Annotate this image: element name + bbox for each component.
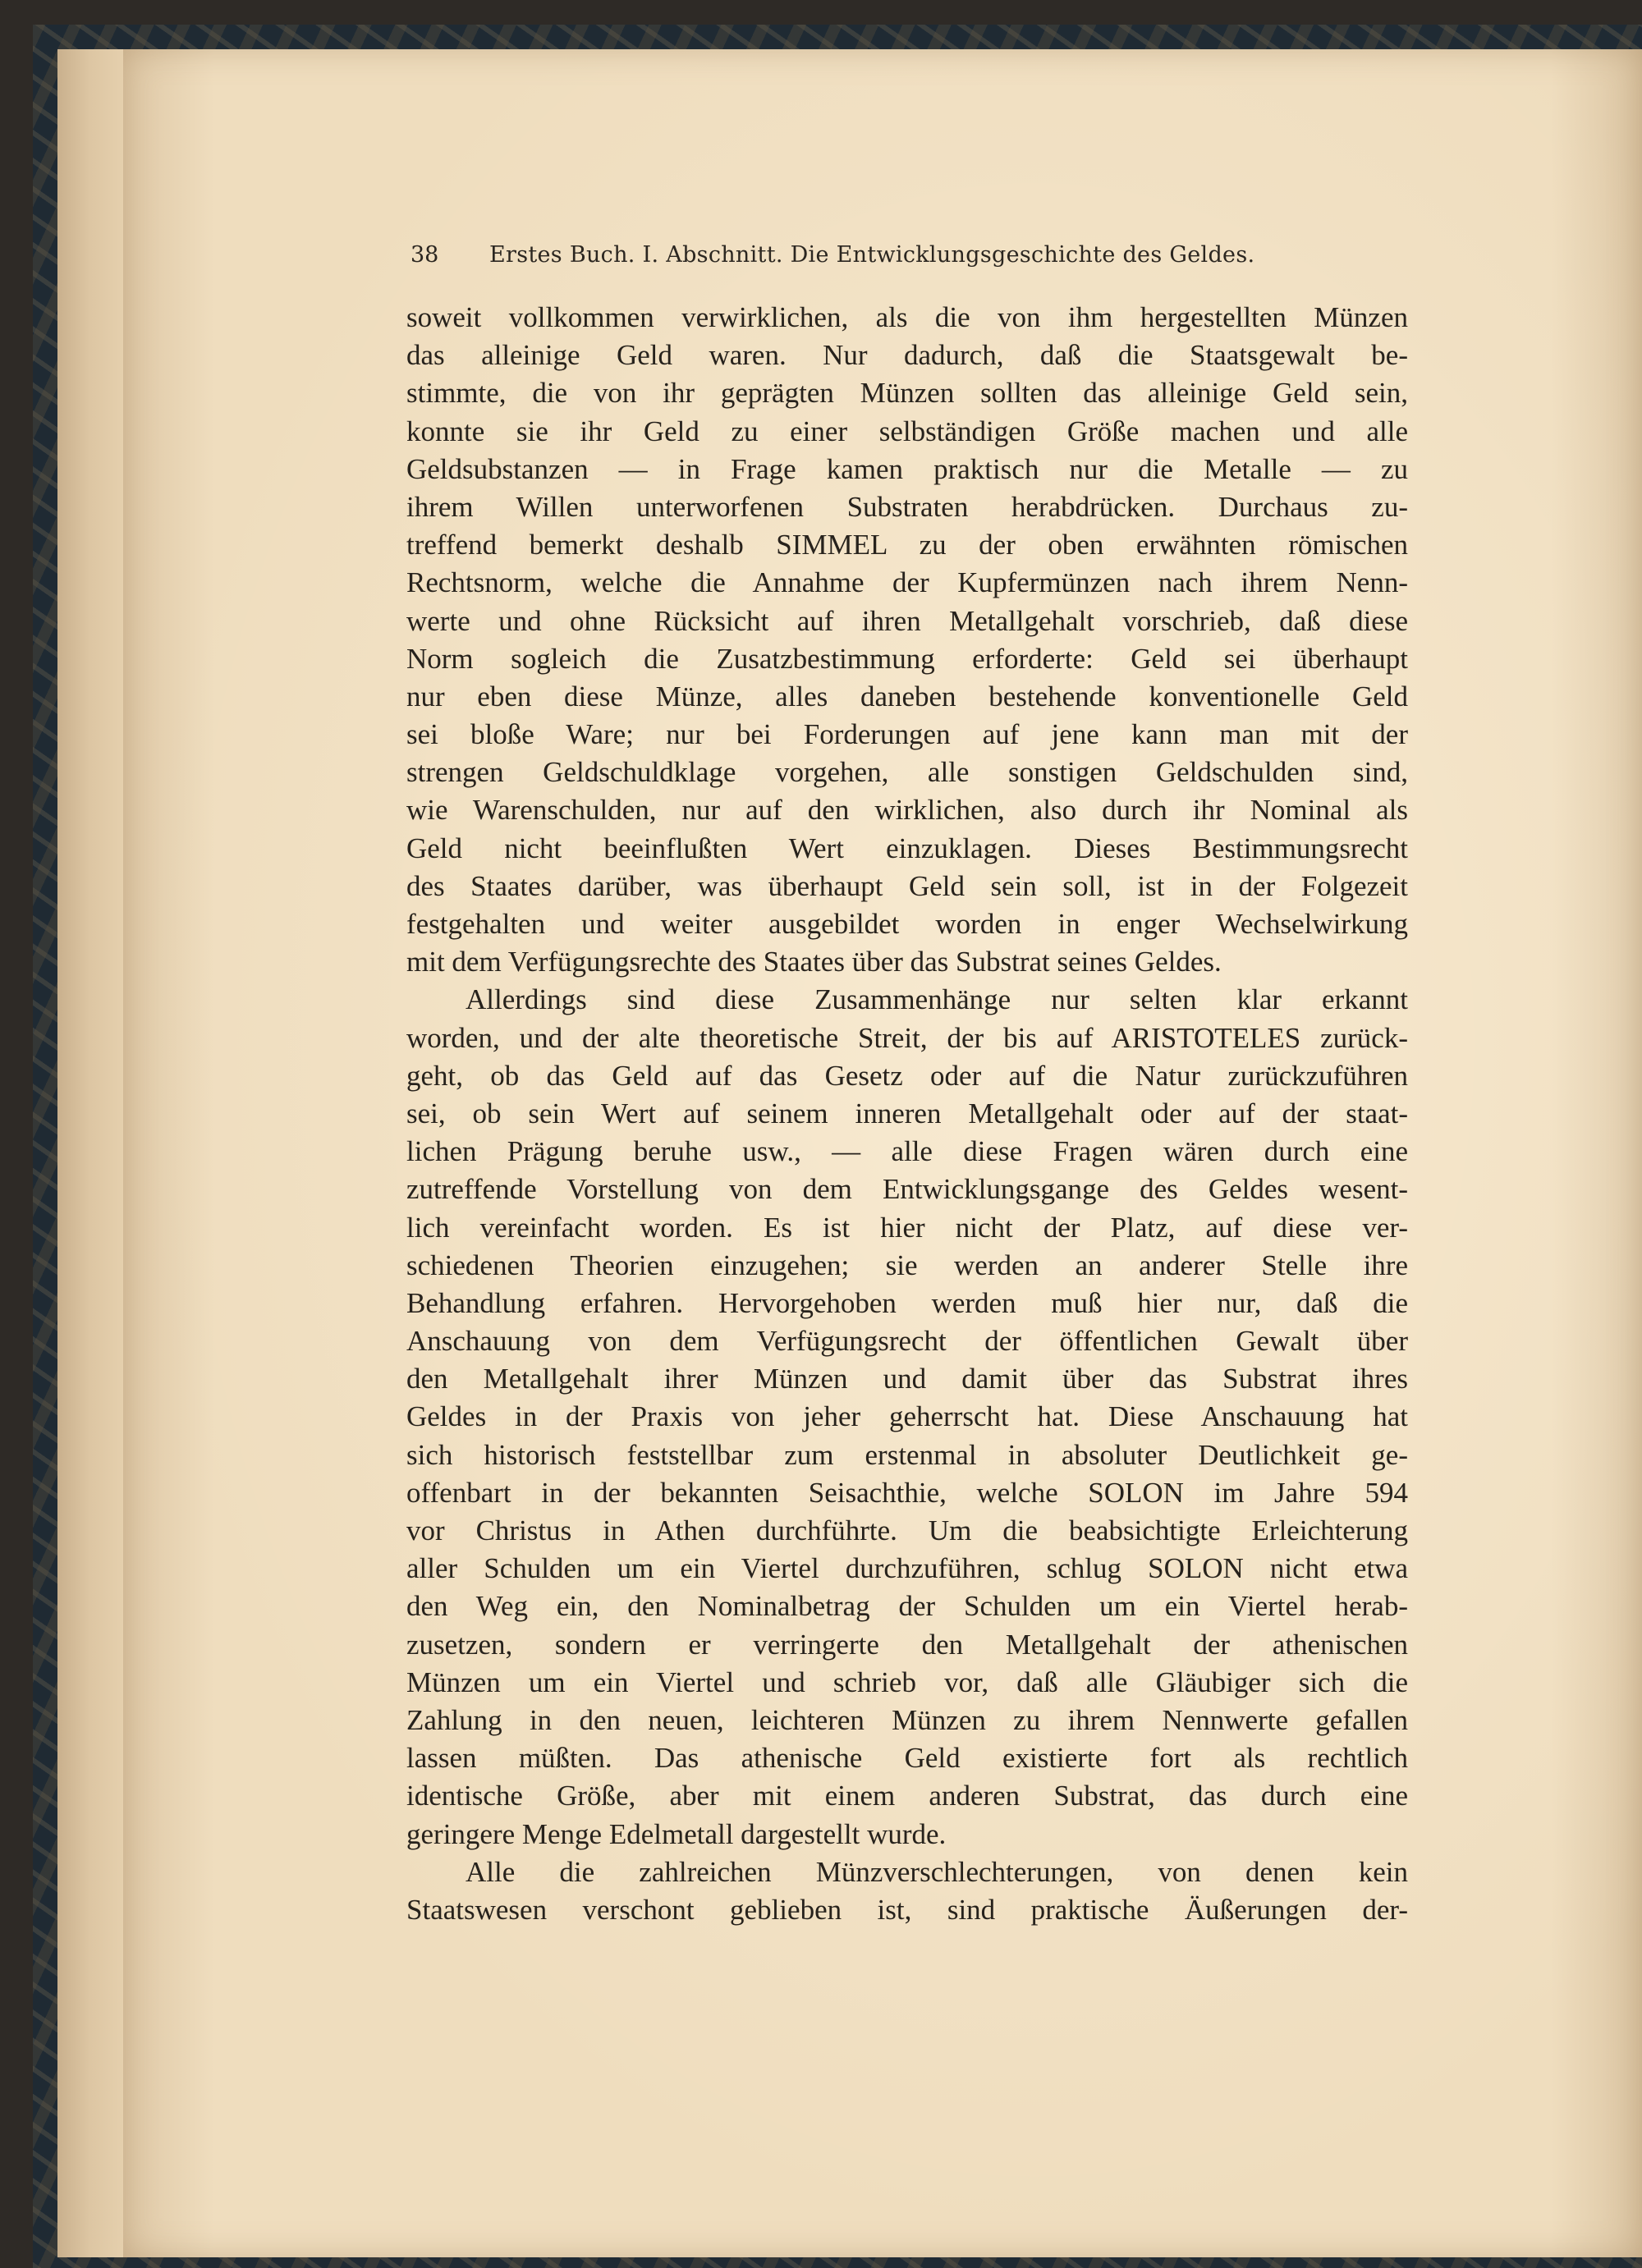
text-line: Alle die zahlreichen Münzverschlechterungen, von denen kein <box>466 1855 1408 1888</box>
paragraph-3 <box>406 1853 1408 1929</box>
text-line: Rechtsnorm, welche die Annahme der Kupfermünzen nach ihrem Nenn- <box>406 566 1408 599</box>
body-text <box>406 299 1408 1929</box>
text-line: werte und ohne Rücksicht auf ihren Metallgehalt vorschrieb, daß diese <box>406 604 1408 637</box>
text-line: Geldsubstanzen — in Frage kamen praktisch nur die Metalle — zu <box>406 452 1408 485</box>
text-line: Geldes in der Praxis von jeher geherrscht hat. Diese Anschauung hat <box>406 1400 1408 1433</box>
text-line: soweit vollkommen verwirklichen, als die von ihm hergestellten Münzen <box>406 301 1408 333</box>
text-line: das alleinige Geld waren. Nur dadurch, daß die Staatsgewalt be- <box>406 339 1408 372</box>
page-header <box>410 242 1330 275</box>
text-line: lich vereinfacht worden. Es ist hier nicht der Platz, auf diese ver- <box>406 1211 1408 1244</box>
paragraph-2 <box>406 981 1408 1853</box>
text-line: Norm sogleich die Zusatzbestimmung erforderte: Geld sei überhaupt <box>406 642 1408 675</box>
text-line: lassen müßten. Das athenische Geld existierte fort als rechtlich <box>406 1742 1408 1775</box>
text-line: treffend bemerkt deshalb SIMMEL zu der oben erwähnten römischen <box>406 529 1408 561</box>
text-line: Allerdings sind diese Zusammenhänge nur selten klar erkannt <box>466 983 1408 1016</box>
text-line: Anschauung von dem Verfügungsrecht der öffentlichen Gewalt über <box>406 1325 1408 1358</box>
text-line: nur eben diese Münze, alles daneben bestehende konventionelle Geld <box>406 680 1408 712</box>
text-line: Zahlung in den neuen, leichteren Münzen zu ihrem Nennwerte gefallen <box>406 1703 1408 1736</box>
text-line: den Metallgehalt ihrer Münzen und damit über das Substrat ihres <box>406 1363 1408 1395</box>
text-line: des Staates darüber, was überhaupt Geld sein soll, ist in der Folgezeit <box>406 869 1408 902</box>
text-line: worden, und der alte theoretische Streit, der bis auf ARISTOTELES zurück- <box>406 1021 1408 1054</box>
text-line: zusetzen, sondern er verringerte den Metallgehalt der athenischen <box>406 1628 1408 1661</box>
paragraph-1 <box>406 299 1408 981</box>
text-line: zutreffende Vorstellung von dem Entwicklungsgange des Geldes wesent- <box>406 1173 1408 1206</box>
text-line: den Weg ein, den Nominalbetrag der Schulden um ein Viertel herab- <box>406 1590 1408 1623</box>
text-line: Münzen um ein Viertel und schrieb vor, daß alle Gläubiger sich die <box>406 1665 1408 1698</box>
text-line: festgehalten und weiter ausgebildet worden in enger Wechselwirkung <box>406 908 1408 940</box>
text-line: sei bloße Ware; nur bei Forderungen auf jene kann man mit der <box>406 718 1408 751</box>
text-line: Staatswesen verschont geblieben ist, sind praktische Äußerungen der- <box>406 1893 1408 1926</box>
text-line: vor Christus in Athen durchführte. Um die beabsichtigte Erleichterung <box>406 1514 1408 1546</box>
text-line: konnte sie ihr Geld zu einer selbständigen Größe machen und alle <box>406 415 1408 447</box>
text-line: wie Warenschulden, nur auf den wirklichen, also durch ihr Nominal als <box>406 794 1408 827</box>
text-line: mit dem Verfügungsrechte des Staates über das Substrat seines Geldes. <box>406 946 1222 978</box>
text-line: strengen Geldschuldklage vorgehen, alle sonstigen Geldschulden sind, <box>406 756 1408 789</box>
page-number: 38 <box>410 242 439 268</box>
text-line: ihrem Willen unterworfenen Substraten herabdrücken. Durchaus zu- <box>406 490 1408 523</box>
text-line: geringere Menge Edelmetall dargestellt wurde. <box>406 1817 947 1850</box>
text-line: lichen Prägung beruhe usw., — alle diese Fragen wären durch eine <box>406 1135 1408 1168</box>
text-line: sei, ob sein Wert auf seinem inneren Metallgehalt oder auf der staat- <box>406 1097 1408 1129</box>
text-line: aller Schulden um ein Viertel durchzuführen, schlug SOLON nicht etwa <box>406 1552 1408 1585</box>
text-line: identische Größe, aber mit einem anderen Substrat, das durch eine <box>406 1780 1408 1812</box>
text-line: offenbart in der bekannten Seisachthie, welche SOLON im Jahre 594 <box>406 1476 1408 1509</box>
text-line: sich historisch feststellbar zum erstenmal in absoluter Deutlichkeit ge- <box>406 1438 1408 1471</box>
text-line: geht, ob das Geld auf das Gesetz oder auf die Natur zurückzuführen <box>406 1059 1408 1092</box>
running-head: Erstes Buch. I. Abschnitt. Die Entwicklungsgeschichte des Geldes. <box>489 242 1255 268</box>
text-line: Geld nicht beeinflußten Wert einzuklagen. Dieses Bestimmungsrecht <box>406 832 1408 864</box>
text-line: Behandlung erfahren. Hervorgehoben werden muß hier nur, daß die <box>406 1286 1408 1319</box>
text-line: stimmte, die von ihr geprägten Münzen sollten das alleinige Geld sein, <box>406 377 1408 410</box>
text-line: schiedenen Theorien einzugehen; sie werden an anderer Stelle ihre <box>406 1249 1408 1281</box>
